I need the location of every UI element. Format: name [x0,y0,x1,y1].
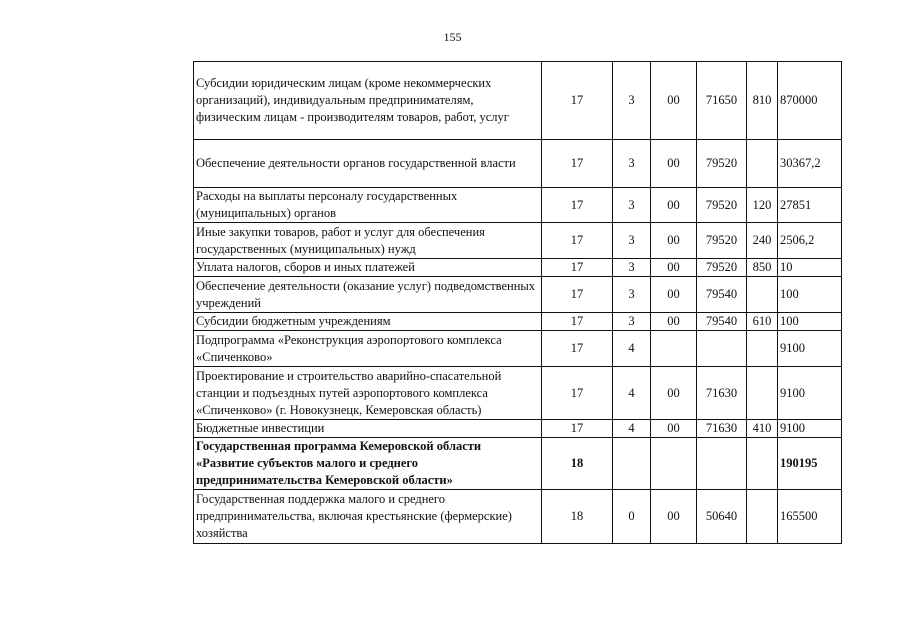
amount-cell: 9100 [778,420,842,438]
subprogram-code-cell: 3 [613,62,651,140]
expense-code-cell: 71650 [697,62,747,140]
ministry-code-cell: 17 [542,140,613,188]
type-code-cell: 120 [747,188,778,223]
type-code-cell [747,438,778,490]
row-name-cell: Уплата налогов, сборов и иных платежей [194,259,542,277]
table-row [194,490,842,544]
row-name-cell: Государственная программа Кемеровской области «Развитие субъектов малого и среднего предпринимательства Кемеровской области» [194,438,542,490]
row-name-cell: Расходы на выплаты персоналу государственных (муниципальных) органов [194,188,542,223]
row-name-cell: Субсидии бюджетным учреждениям [194,313,542,331]
direction-code-cell: 00 [651,420,697,438]
subprogram-code-cell: 4 [613,367,651,420]
type-code-cell: 850 [747,259,778,277]
expense-code-cell: 50640 [697,490,747,544]
table-row [194,223,842,259]
row-name-cell: Подпрограмма «Реконструкция аэропортового комплекса «Спиченково» [194,331,542,367]
subprogram-code-cell: 3 [613,259,651,277]
ministry-code-cell: 17 [542,259,613,277]
row-name-cell: Обеспечение деятельности органов государственной власти [194,140,542,188]
expense-code-cell [697,331,747,367]
budget-table [193,61,842,544]
row-name-cell: Обеспечение деятельности (оказание услуг) подведомственных учреждений [194,277,542,313]
table-row [194,188,842,223]
subprogram-code-cell: 4 [613,420,651,438]
amount-cell: 190195 [778,438,842,490]
type-code-cell [747,490,778,544]
expense-code-cell: 79540 [697,277,747,313]
type-code-cell [747,331,778,367]
type-code-cell: 240 [747,223,778,259]
amount-cell: 9100 [778,331,842,367]
amount-cell: 2506,2 [778,223,842,259]
direction-code-cell: 00 [651,490,697,544]
expense-code-cell: 71630 [697,420,747,438]
ministry-code-cell: 17 [542,420,613,438]
ministry-code-cell: 17 [542,188,613,223]
direction-code-cell: 00 [651,188,697,223]
subprogram-code-cell: 3 [613,223,651,259]
type-code-cell: 610 [747,313,778,331]
subprogram-code-cell [613,438,651,490]
table-row [194,420,842,438]
subprogram-code-cell: 4 [613,331,651,367]
subprogram-code-cell: 3 [613,140,651,188]
page-number: 155 [443,30,462,44]
direction-code-cell: 00 [651,259,697,277]
subprogram-code-cell: 3 [613,313,651,331]
amount-cell: 100 [778,313,842,331]
ministry-code-cell: 17 [542,331,613,367]
ministry-code-cell: 18 [542,438,613,490]
type-code-cell [747,140,778,188]
table-row [194,367,842,420]
table-row [194,313,842,331]
ministry-code-cell: 18 [542,490,613,544]
subprogram-code-cell: 0 [613,490,651,544]
expense-code-cell: 79520 [697,259,747,277]
row-name-cell: Иные закупки товаров, работ и услуг для обеспечения государственных (муниципальных) нужд [194,223,542,259]
direction-code-cell: 00 [651,313,697,331]
table-row [194,438,842,490]
subprogram-code-cell: 3 [613,188,651,223]
table-row [194,62,842,140]
direction-code-cell [651,438,697,490]
expense-code-cell: 79520 [697,140,747,188]
direction-code-cell: 00 [651,367,697,420]
direction-code-cell: 00 [651,277,697,313]
table-row [194,331,842,367]
amount-cell: 27851 [778,188,842,223]
amount-cell: 30367,2 [778,140,842,188]
ministry-code-cell: 17 [542,367,613,420]
ministry-code-cell: 17 [542,62,613,140]
direction-code-cell: 00 [651,140,697,188]
direction-code-cell [651,331,697,367]
amount-cell: 165500 [778,490,842,544]
amount-cell: 100 [778,277,842,313]
row-name-cell: Проектирование и строительство аварийно-спасательной станции и подъездных путей аэропортового комплекса «Спиченково» (г. Новокузнецк, Кемеровская область) [194,367,542,420]
row-name-cell: Бюджетные инвестиции [194,420,542,438]
expense-code-cell: 79520 [697,188,747,223]
subprogram-code-cell: 3 [613,277,651,313]
table-row [194,140,842,188]
expense-code-cell [697,438,747,490]
row-name-cell: Государственная поддержка малого и среднего предпринимательства, включая крестьянские (фермерские) хозяйства [194,490,542,544]
expense-code-cell: 79520 [697,223,747,259]
amount-cell: 9100 [778,367,842,420]
amount-cell: 10 [778,259,842,277]
type-code-cell [747,367,778,420]
ministry-code-cell: 17 [542,313,613,331]
ministry-code-cell: 17 [542,223,613,259]
table-row [194,277,842,313]
type-code-cell [747,277,778,313]
row-name-cell: Субсидии юридическим лицам (кроме некоммерческих организаций), индивидуальным предпринимателям, физическим лицам - производителям товаров, работ, услуг [194,62,542,140]
amount-cell: 870000 [778,62,842,140]
direction-code-cell: 00 [651,223,697,259]
expense-code-cell: 79540 [697,313,747,331]
type-code-cell: 410 [747,420,778,438]
table-row [194,259,842,277]
direction-code-cell: 00 [651,62,697,140]
expense-code-cell: 71630 [697,367,747,420]
ministry-code-cell: 17 [542,277,613,313]
type-code-cell: 810 [747,62,778,140]
